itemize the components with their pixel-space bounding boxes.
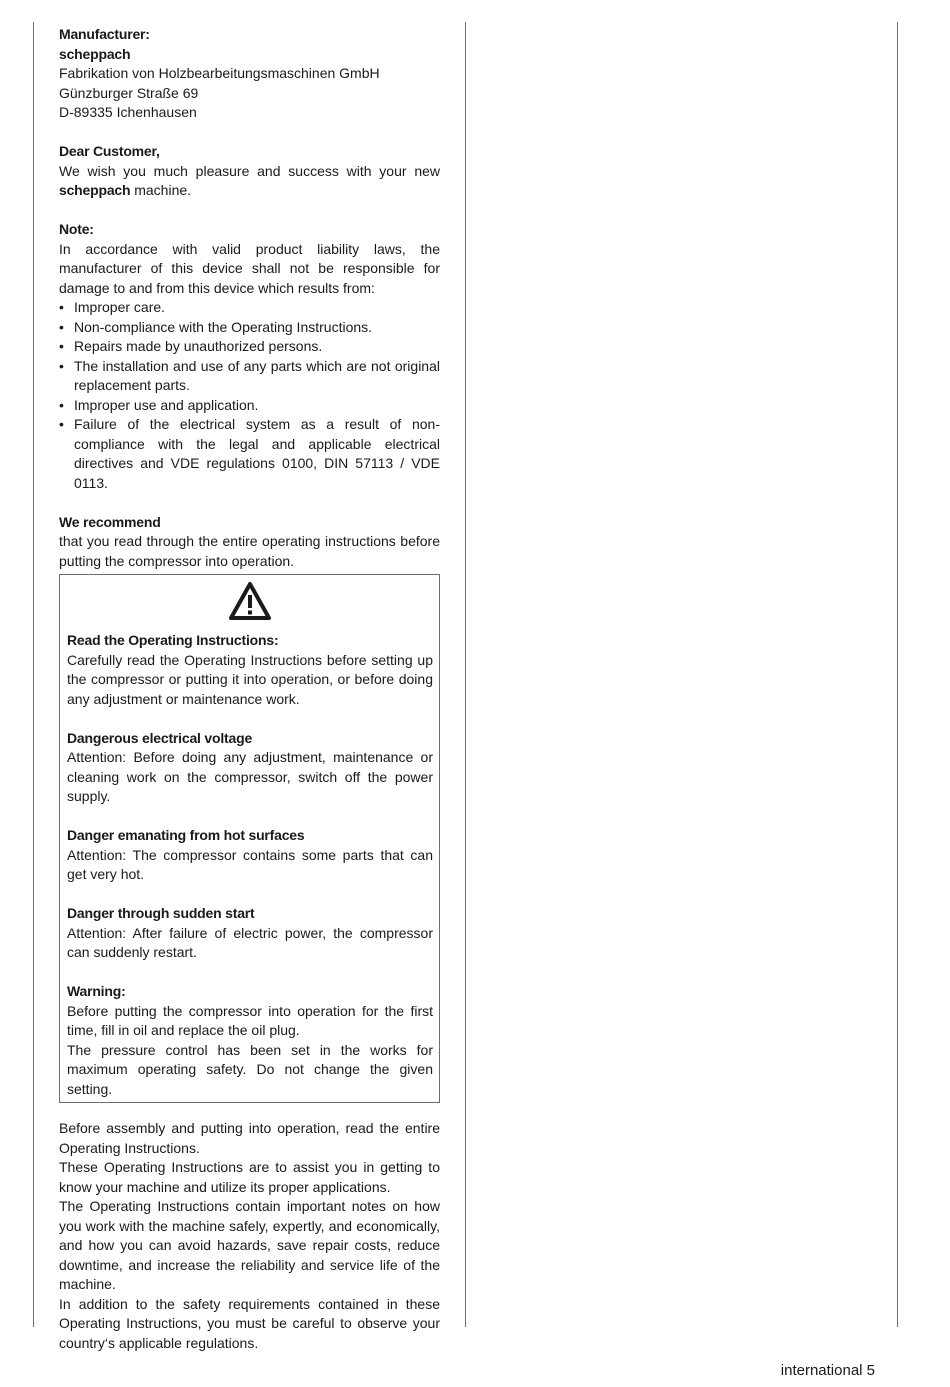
note-list — [59, 298, 440, 493]
closing-paragraph: These Operating Instructions are to assist you in getting to know your machine and utilize its proper applications. — [59, 1159, 440, 1195]
recommend-block — [59, 513, 440, 572]
section-text: Attention: After failure of electric power, the compressor can suddenly restart. — [67, 924, 433, 960]
section-text: Attention: The compressor contains some parts that can get very hot. — [67, 846, 433, 882]
warning-text: The pressure control has been set in the works for maximum operating safety. Do not change the given setting. — [67, 1041, 433, 1097]
list-item: • Improper care. — [59, 298, 440, 318]
list-item: • Non-compliance with the Operating Instructions. — [59, 318, 440, 338]
right-margin-rule — [897, 22, 898, 1327]
list-item: • Repairs made by unauthorized persons. — [59, 337, 440, 357]
manufacturer-street: Günzburger Straße 69 — [59, 84, 199, 101]
greeting-brand: scheppach — [59, 182, 131, 198]
section-heading: Dangerous electrical voltage — [67, 729, 253, 746]
manufacturer-city: D-89335 Ichenhausen — [59, 104, 197, 120]
greeting-block — [59, 142, 440, 201]
greeting-heading: Dear Customer, — [59, 143, 160, 159]
left-column — [59, 25, 440, 1353]
section-heading: Danger emanating from hot surfaces — [67, 827, 305, 843]
closing-paragraph: In addition to the safety requirements contained in these Operating Instructions, you must be careful to observe your country‘s applicable regulations. — [59, 1295, 440, 1351]
left-margin-rule — [33, 22, 34, 1327]
list-item: • Failure of the electrical system as a result of non-compliance with the legal and applicable electrical directives and VDE regulations 0100, DIN 57113 / VDE 0113. — [59, 415, 440, 493]
section-heading: Read the Operating Instructions: — [67, 632, 279, 648]
recommend-heading: We recommend — [59, 513, 161, 530]
warning-heading: Warning: — [67, 983, 126, 999]
section-text: Attention: Before doing any adjustment, maintenance or cleaning work on the compressor, switch off the power supply. — [67, 749, 433, 804]
list-item: • Improper use and application. — [59, 396, 440, 416]
warning-text: Before putting the compressor into operation for the first time, fill in oil and replace the oil plug. — [67, 1002, 433, 1038]
manufacturer-brand: scheppach — [59, 45, 131, 62]
closing-paragraph: The Operating Instructions contain important notes on how you work with the machine safely, expertly, and economically, and how you can avoid hazards, save repair costs, reduce downtime, and increase the reliability and service life of the machine. — [59, 1198, 440, 1292]
warning-triangle-icon — [228, 581, 272, 621]
manufacturer-company: Fabrikation von Holzbearbeitungsmaschinen GmbH — [59, 65, 380, 81]
greeting-text: We wish you much pleasure and success with your new scheppach machine. — [59, 162, 440, 198]
note-heading: Note: — [59, 221, 94, 237]
column-divider — [465, 22, 466, 1327]
manufacturer-heading: Manufacturer: — [59, 26, 150, 42]
section-text: Carefully read the Operating Instructions before setting up the compressor or putting it into operation, or before doing any adjustment or maintenance work. — [67, 651, 433, 707]
section-heading: Danger through sudden start — [67, 905, 255, 921]
note-intro: In accordance with valid product liability laws, the manufacturer of this device shall not be responsible for damage to and from this device which results from: — [59, 240, 440, 296]
closing-paragraph: Before assembly and putting into operation, read the entire Operating Instructions. — [59, 1120, 440, 1156]
list-item: • The installation and use of any parts which are not original replacement parts. — [59, 357, 440, 396]
closing-block — [59, 1119, 440, 1353]
manufacturer-block — [59, 25, 440, 123]
safety-warning-box — [59, 574, 440, 1103]
note-block — [59, 220, 440, 493]
recommend-text: that you read through the entire operating instructions before putting the compressor into operation. — [59, 533, 440, 569]
page-footer: international 5 — [780, 1362, 875, 1379]
